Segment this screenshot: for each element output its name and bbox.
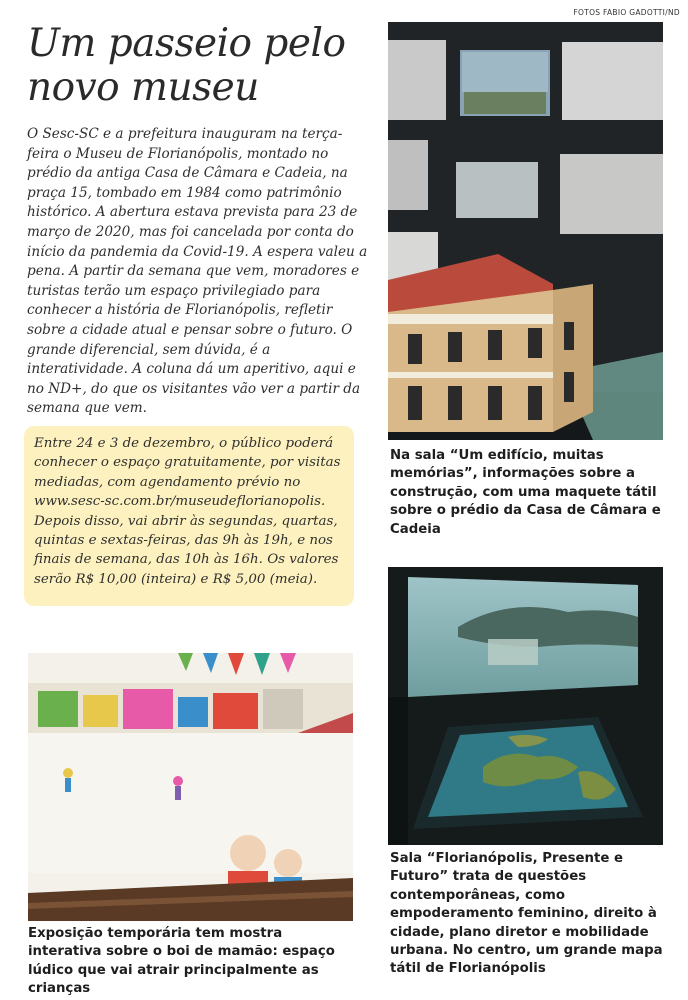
photo-map-room xyxy=(388,567,663,845)
headline: Um passeio pelo novo museu xyxy=(27,21,346,110)
photo-credit: FOTOS FABIO GADOTTI/ND xyxy=(573,8,680,17)
caption-exhibition: Exposição temporária tem mostra interativa sobre o boi de mamão: espaço lúdico que vai atrair principalmente as crianças xyxy=(28,926,335,997)
caption-building: Na sala “Um edifício, muitas memórias”, informações sobre a construção, com uma maquete tátil sobre o prédio da Casa de Câmara e Cadeia xyxy=(390,448,661,537)
photo-exhibition xyxy=(28,653,353,921)
caption-map-room: Sala “Florianópolis, Presente e Futuro” trata de questões contemporâneas, como empoderamento feminino, direito à cidade, plano diretor e mobilidade urbana. No centro, um grande mapa tátil de Florianópolis xyxy=(390,851,663,977)
info-box: Entre 24 e 3 de dezembro, o público poderá conhecer o espaço gratuitamente, por visitas mediadas, com agendamento prévio no www.sesc-sc.com.br/museudeflorianopolis. Depois disso, vai abrir às segundas, quartas, quintas e sextas-feiras, das 9h às 19h, e nos finais de semana, das 10h às 16h. Os valores serão R$ 10,00 (inteira) e R$ 5,00 (meia). xyxy=(24,426,354,606)
photo-building-model xyxy=(388,22,663,440)
body-paragraph: O Sesc-SC e a prefeitura inauguram na terça-feira o Museu de Florianópolis, montado no prédio da antiga Casa de Câmara e Cadeia, na praça 15, tombado em 1984 como patrimônio histórico. A abertura estava prevista para 23 de março de 2020, mas foi cancelada por conta do início da pandemia da Covid-19. A espera valeu a pena. A partir da semana que vem, moradores e turistas terão um espaço privilegiado para conhecer a história de Florianópolis, refletir sobre a cidade atual e pensar sobre o futuro. O grande diferencial, sem dúvida, é a interatividade. A coluna dá um aperitivo, aqui e no ND+, do que os visitantes vão ver a partir da semana que vem. xyxy=(27,126,368,417)
